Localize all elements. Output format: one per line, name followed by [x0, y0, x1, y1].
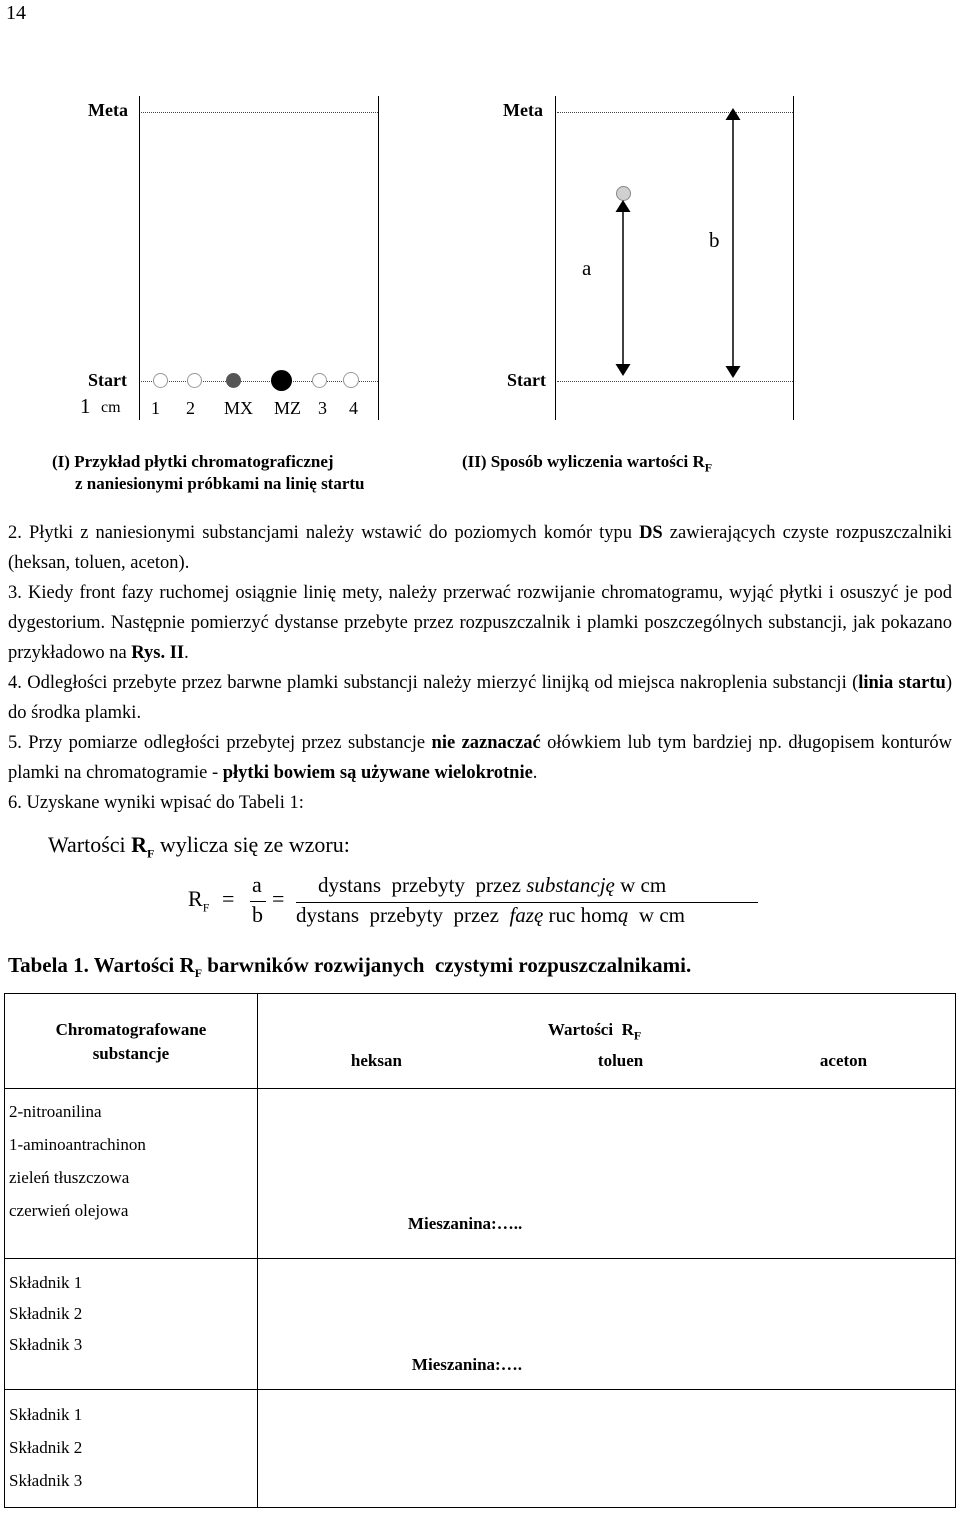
- list-item: Składnik 2: [9, 1304, 83, 1323]
- formula-lhs-sub: F: [202, 900, 210, 915]
- step-text: .: [532, 763, 538, 783]
- step-text: zawierających czyste rozpuszczalniki (heksan, toluen, aceton).: [8, 523, 952, 573]
- step-text: ) do środka plamki.: [8, 673, 952, 723]
- fig1-meta-label: Meta: [88, 100, 128, 120]
- step-bold-text: linia startu: [858, 673, 946, 693]
- formula-numerator: [318, 873, 666, 898]
- list-item: Składnik 3: [9, 1335, 83, 1354]
- step-bold-text: płytki bowiem są używane wielokrotnie: [222, 763, 533, 783]
- step-text: 4. Odległości przebyte przez barwne plamki substancji należy mierzyć linijką od miejsca nakroplenia substancji (: [8, 673, 859, 693]
- step-text: 2. Płytki z naniesionymi substancjami należy wstawić do poziomych komór typu: [8, 523, 640, 543]
- group-2-values: [257, 1259, 955, 1390]
- formula-lhs: [188, 886, 209, 915]
- table-group-3: [5, 1390, 956, 1508]
- lane-label-3: 3: [318, 398, 327, 418]
- group-2-substances: [5, 1259, 258, 1390]
- formula-den-italic2: ą: [617, 903, 629, 927]
- procedure-steps: [8, 518, 952, 818]
- fig2-arrows: [0, 0, 960, 500]
- formula-num-italic: substancję: [526, 873, 615, 897]
- rf-table: [4, 993, 956, 1508]
- header-rf-title: [548, 1020, 641, 1043]
- list-item: czerwień olejowa: [9, 1201, 129, 1220]
- step-text: 3. Kiedy front fazy ruchomej osiągnie linię mety, należy przerwać rozwijanie chromatogramu, wyjąć płytki i osuszyć je pod dygestorium. Następnie pomierzyć dystanse przebyte przez rozpuszczalnik i plamki poszczególnych substancji, jak pokazano przykładowo na: [8, 583, 952, 663]
- lane-label-mz: MZ: [274, 398, 301, 418]
- formula-den-unit: w cm: [628, 903, 685, 927]
- formula-b: b: [252, 902, 263, 927]
- formula-eq2: =: [272, 886, 285, 911]
- step-text: .: [184, 643, 189, 663]
- table-group-2: [5, 1259, 956, 1390]
- formula-intro-rf: R: [131, 832, 148, 857]
- formula-den-mid: ruc hom: [543, 903, 618, 927]
- step-text: ołówkiem lub tym bardziej np. długopisem konturów plamki na chromatogramie -: [8, 733, 952, 783]
- group-3-values: [257, 1390, 955, 1508]
- formula-intro-rf-sub: F: [147, 846, 155, 861]
- list-item: 1-aminoantrachinon: [9, 1135, 146, 1154]
- step-bold-text: Rys. II: [131, 643, 185, 663]
- mixture-2-label: Mieszanina:….: [411, 1355, 522, 1374]
- formula-denominator: [296, 903, 685, 928]
- fig2-label-b: b: [709, 228, 720, 252]
- group-1-substances: [5, 1089, 258, 1259]
- header-substances-label: Chromatografowane substancje: [55, 1020, 207, 1063]
- list-item: Składnik 3: [9, 1471, 83, 1490]
- mixture-1-label: Mieszanina:…..: [407, 1214, 523, 1233]
- page-number: 14: [6, 2, 26, 24]
- formula-eq1: =: [222, 886, 235, 911]
- formula-num-unit: w cm: [614, 873, 667, 897]
- formula-den-italic: fazę: [509, 903, 544, 927]
- fig1-scale-number: 1: [80, 394, 91, 418]
- step-5: [8, 728, 952, 788]
- step-text: 6. Uzyskane wyniki wpisać do Tabeli 1:: [8, 793, 304, 813]
- formula-lhs-r: R: [188, 886, 203, 911]
- header-rf-values: [257, 994, 955, 1089]
- fig1-start-label: Start: [88, 370, 127, 390]
- table-title-sub: F: [194, 966, 203, 981]
- list-item: Składnik 1: [9, 1405, 83, 1424]
- header-rf-sub: F: [633, 1028, 642, 1043]
- fig1-scale-unit: cm: [101, 399, 121, 416]
- step-3: [8, 578, 952, 668]
- fig1-caption-line2: z naniesionymi próbkami na linię startu: [75, 474, 365, 493]
- fig1-caption-line1: (I) Przykład płytki chromatograficznej: [52, 452, 334, 471]
- step-6: [8, 788, 952, 818]
- header-rf-text: Wartości R: [547, 1020, 634, 1039]
- group-1-values: [257, 1089, 955, 1259]
- formula-intro-rest: wylicza się ze wzoru:: [154, 832, 350, 857]
- step-bold-text: DS: [639, 523, 663, 543]
- formula-den-text: dystans przebyty przez: [296, 903, 510, 927]
- list-item: 2-nitroanilina: [9, 1102, 102, 1121]
- table-title-text: Tabela 1. Wartości R: [8, 953, 195, 977]
- fig2-start-label: Start: [507, 370, 546, 390]
- lane-label-1: 1: [151, 398, 160, 418]
- step-4: [8, 668, 952, 728]
- table-title-rest: barwników rozwijanych czystymi rozpuszczalnikami.: [202, 953, 692, 977]
- solvent-heksan: heksan: [350, 1051, 402, 1070]
- formula-intro-text: Wartości: [48, 832, 132, 857]
- lane-label-4: 4: [349, 398, 358, 418]
- list-item: Składnik 2: [9, 1438, 83, 1457]
- step-2: [8, 518, 952, 578]
- table-header-row: [5, 994, 956, 1089]
- list-item: Składnik 1: [9, 1273, 83, 1292]
- formula-intro: [48, 832, 350, 861]
- lane-label-mx: MX: [224, 398, 254, 418]
- fig2-caption: [462, 452, 712, 475]
- formula-a: a: [252, 872, 262, 897]
- table-group-1: [5, 1089, 956, 1259]
- fig2-caption-text: (II) Sposób wyliczenia wartości R: [462, 452, 705, 471]
- group-3-substances: [5, 1390, 258, 1508]
- fig2-meta-label: Meta: [503, 100, 543, 120]
- lane-label-2: 2: [186, 398, 195, 418]
- list-item: zieleń tłuszczowa: [9, 1168, 130, 1187]
- step-text: 5. Przy pomiarze odległości przebytej przez substancje: [8, 733, 432, 753]
- header-substances: [5, 994, 258, 1089]
- formula-num-text: dystans przebyty przez: [318, 873, 527, 897]
- fig2-caption-sub: F: [704, 460, 713, 475]
- table-title: [8, 953, 691, 981]
- fig2-label-a: a: [582, 256, 592, 280]
- step-bold-text: nie zaznaczać: [431, 733, 541, 753]
- solvent-aceton: aceton: [819, 1051, 868, 1070]
- solvent-toluen: toluen: [597, 1051, 644, 1070]
